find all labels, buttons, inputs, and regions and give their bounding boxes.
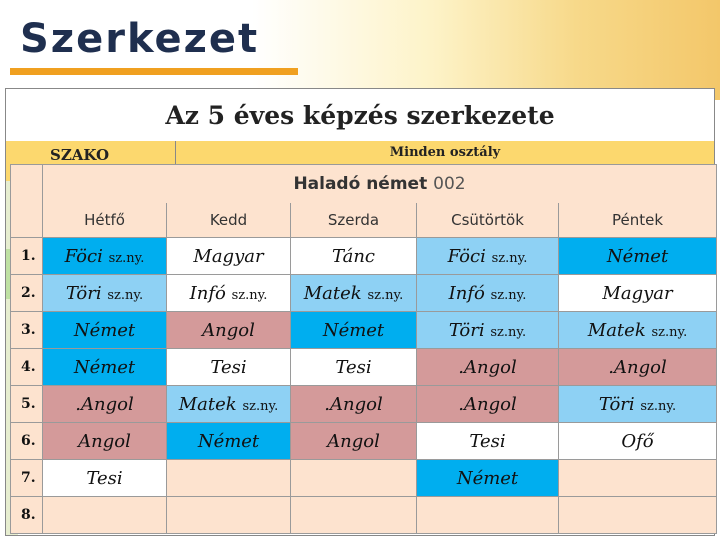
subject-name: Tánc [331, 245, 375, 267]
subject-name: Tesi [86, 467, 123, 489]
timetable-cell [43, 497, 167, 534]
timetable-cell [417, 423, 559, 460]
subject-suffix: sz.ny. [108, 250, 145, 266]
subject-name: Tesi [469, 430, 506, 452]
background-slide-col1-label: SZAKO [6, 141, 176, 181]
day-header: Szerda [291, 203, 417, 238]
timetable-cell [417, 349, 559, 386]
timetable-cell [291, 238, 417, 275]
timetable-cell [291, 460, 417, 497]
subject-name: Angol [327, 430, 380, 452]
timetable-cell [43, 312, 167, 349]
timetable-cell [167, 386, 291, 423]
subject-name: Infó [189, 282, 226, 304]
timetable-row [11, 312, 717, 349]
background-slide-heading: Az 5 éves képzés szerkezete [6, 89, 714, 142]
subject-suffix: sz.ny. [640, 398, 677, 414]
timetable-cell [559, 238, 717, 275]
subject-name: Német [197, 430, 260, 452]
title-underline [10, 68, 298, 75]
subject-name: Angol [78, 430, 131, 452]
subject-suffix: sz.ny. [490, 324, 527, 340]
period-number: 4. [11, 349, 43, 386]
subject-name: .Angol [458, 393, 517, 415]
timetable-cell [559, 423, 717, 460]
timetable-title [43, 165, 717, 204]
subject-suffix: sz.ny. [491, 250, 528, 266]
subject-name: Magyar [602, 282, 673, 304]
subject-name: Föci [64, 245, 103, 267]
period-number: 3. [11, 312, 43, 349]
subject-name: Magyar [193, 245, 264, 267]
timetable-cell [291, 312, 417, 349]
timetable-row [11, 386, 717, 423]
timetable-cell [291, 386, 417, 423]
timetable-cell [559, 312, 717, 349]
timetable-cell [559, 460, 717, 497]
slide-title: Szerkezet [20, 16, 260, 62]
timetable-row [11, 460, 717, 497]
period-number: 6. [11, 423, 43, 460]
subject-suffix: sz.ny. [490, 287, 527, 303]
timetable-cell [559, 386, 717, 423]
timetable-row [11, 349, 717, 386]
period-number: 7. [11, 460, 43, 497]
timetable-cell [559, 497, 717, 534]
subject-name: .Angol [608, 356, 667, 378]
subject-name: Német [73, 319, 136, 341]
timetable-cell [43, 386, 167, 423]
timetable-row [11, 423, 717, 460]
subject-name: Német [606, 245, 669, 267]
timetable-cell [291, 497, 417, 534]
subject-name: Töri [598, 393, 635, 415]
subject-name: .Angol [75, 393, 134, 415]
timetable-cell [167, 497, 291, 534]
subject-name: Tesi [335, 356, 372, 378]
subject-name: Föci [447, 245, 486, 267]
period-number: 5. [11, 386, 43, 423]
timetable-cell [559, 349, 717, 386]
timetable-cell [417, 497, 559, 534]
timetable-cell [167, 423, 291, 460]
timetable-cell [291, 349, 417, 386]
subject-name: Matek [587, 319, 646, 341]
timetable-cell [417, 386, 559, 423]
subject-name: Német [322, 319, 385, 341]
timetable-cell [43, 460, 167, 497]
timetable-cell [167, 238, 291, 275]
subject-name: Tesi [210, 356, 247, 378]
period-number: 2. [11, 275, 43, 312]
timetable-title-code: 002 [433, 174, 466, 194]
subject-suffix: sz.ny. [651, 324, 688, 340]
subject-suffix: sz.ny. [242, 398, 279, 414]
timetable [10, 164, 717, 534]
timetable-cell [167, 275, 291, 312]
subject-name: .Angol [324, 393, 383, 415]
timetable-cell [417, 312, 559, 349]
subject-name: Töri [65, 282, 102, 304]
timetable-row [11, 238, 717, 275]
subject-name: Angol [202, 319, 255, 341]
subject-name: Töri [448, 319, 485, 341]
timetable-cell [43, 423, 167, 460]
period-number: 1. [11, 238, 43, 275]
subject-name: Ofő [621, 430, 654, 452]
timetable-cell [291, 275, 417, 312]
timetable-row [11, 275, 717, 312]
timetable-cell [43, 275, 167, 312]
background-slide-col2-label: Minden osztály [176, 141, 714, 181]
day-header: Kedd [167, 203, 291, 238]
timetable-cell [167, 312, 291, 349]
timetable-title-row [11, 165, 717, 204]
timetable-day-header-row [11, 203, 717, 238]
timetable-title-text: Haladó német [293, 174, 428, 194]
day-header: Csütörtök [417, 203, 559, 238]
timetable-cell [43, 238, 167, 275]
timetable-cell [167, 460, 291, 497]
subject-name: .Angol [458, 356, 517, 378]
timetable-cell [559, 275, 717, 312]
subject-name: Matek [178, 393, 237, 415]
subject-name: Matek [303, 282, 362, 304]
timetable-cell [43, 349, 167, 386]
timetable-row [11, 497, 717, 534]
timetable-cell [291, 423, 417, 460]
timetable-cell [417, 275, 559, 312]
timetable-cell [417, 460, 559, 497]
subject-name: Német [456, 467, 519, 489]
timetable-cell [167, 349, 291, 386]
subject-suffix: sz.ny. [367, 287, 404, 303]
subject-name: Német [73, 356, 136, 378]
period-number: 8. [11, 497, 43, 534]
day-header: Péntek [559, 203, 717, 238]
subject-suffix: sz.ny. [231, 287, 268, 303]
subject-name: Infó [448, 282, 485, 304]
subject-suffix: sz.ny. [107, 287, 144, 303]
timetable-cell [417, 238, 559, 275]
day-header: Hétfő [43, 203, 167, 238]
